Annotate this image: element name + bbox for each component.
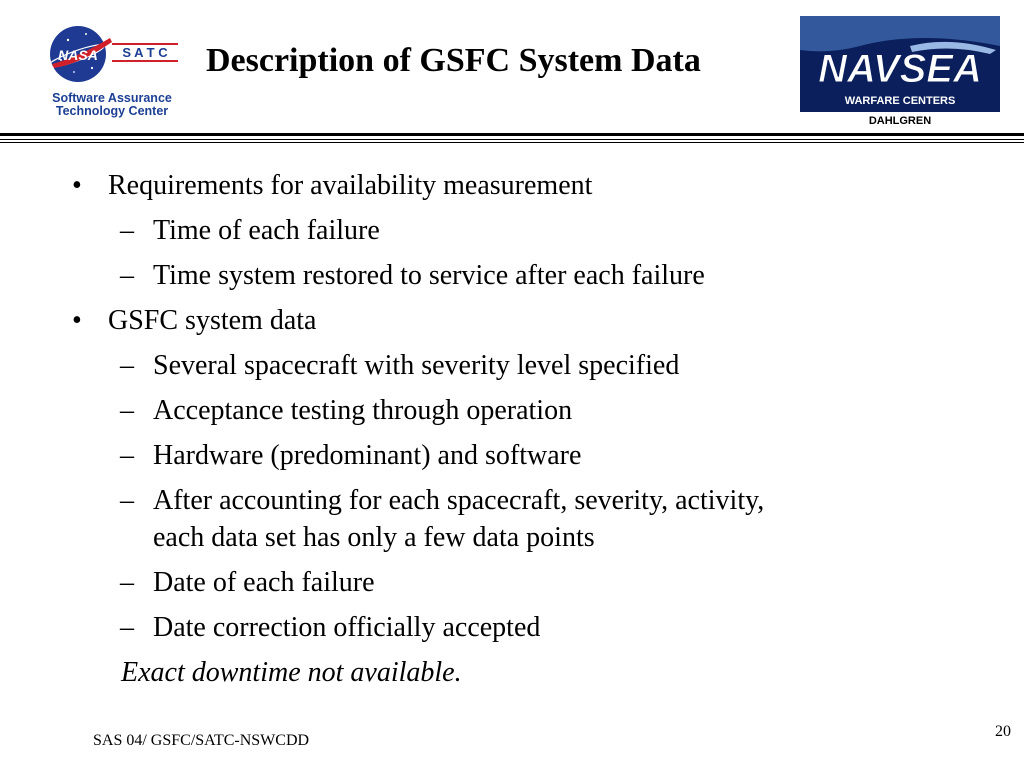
sub-bullet-text: Time system restored to service after each failure: [153, 260, 705, 291]
navsea-logo: [800, 16, 1000, 128]
dash-marker: –: [120, 260, 134, 291]
sub-bullet-text: Date of each failure: [153, 567, 375, 598]
dash-marker: –: [120, 567, 134, 598]
satc-name-line2: Technology Center: [55, 104, 169, 118]
bullet-text: Requirements for availability measurement: [108, 170, 593, 201]
bullet-text: GSFC system data: [108, 305, 317, 336]
sub-bullet-text: Acceptance testing through operation: [153, 395, 573, 426]
satc-acronym: S A T C: [122, 45, 168, 60]
sub-bullet-text: each data set has only a few data points: [153, 522, 595, 553]
sub-bullet-text: Hardware (predominant) and software: [153, 440, 582, 471]
navsea-subtitle: WARFARE CENTERS: [844, 95, 956, 107]
sub-bullet-text: Time of each failure: [153, 215, 380, 246]
sub-bullet-text: Several spacecraft with severity level specified: [153, 350, 680, 381]
bullet-marker: •: [72, 170, 82, 201]
sub-bullet-text: After accounting for each spacecraft, severity, activity,: [153, 485, 765, 516]
dash-marker: –: [120, 395, 134, 426]
dash-marker: –: [120, 612, 134, 643]
note-text: Exact downtime not available.: [121, 657, 462, 688]
header-rule: [0, 142, 1024, 143]
footer-text: SAS 04/ GSFC/SATC-NSWCDD: [93, 732, 310, 749]
dash-marker: –: [120, 440, 134, 471]
navsea-location: DAHLGREN: [868, 115, 932, 127]
header-rule: [0, 139, 1024, 140]
dash-marker: –: [120, 350, 134, 381]
bullet-marker: •: [72, 305, 82, 336]
nasa-satc-logo: [46, 20, 182, 124]
header-rule: [0, 133, 1024, 136]
sub-bullet-text: Date correction officially accepted: [153, 612, 541, 643]
dash-marker: –: [120, 215, 134, 246]
navsea-brand-text: NAVSEA: [818, 47, 982, 91]
nasa-brand-text: NASA: [58, 47, 98, 63]
satc-name-line1: Software Assurance: [52, 91, 172, 105]
dash-marker: –: [120, 485, 134, 516]
page-number: 20: [995, 723, 1011, 740]
slide-title: Description of GSFC System Data: [206, 42, 701, 79]
